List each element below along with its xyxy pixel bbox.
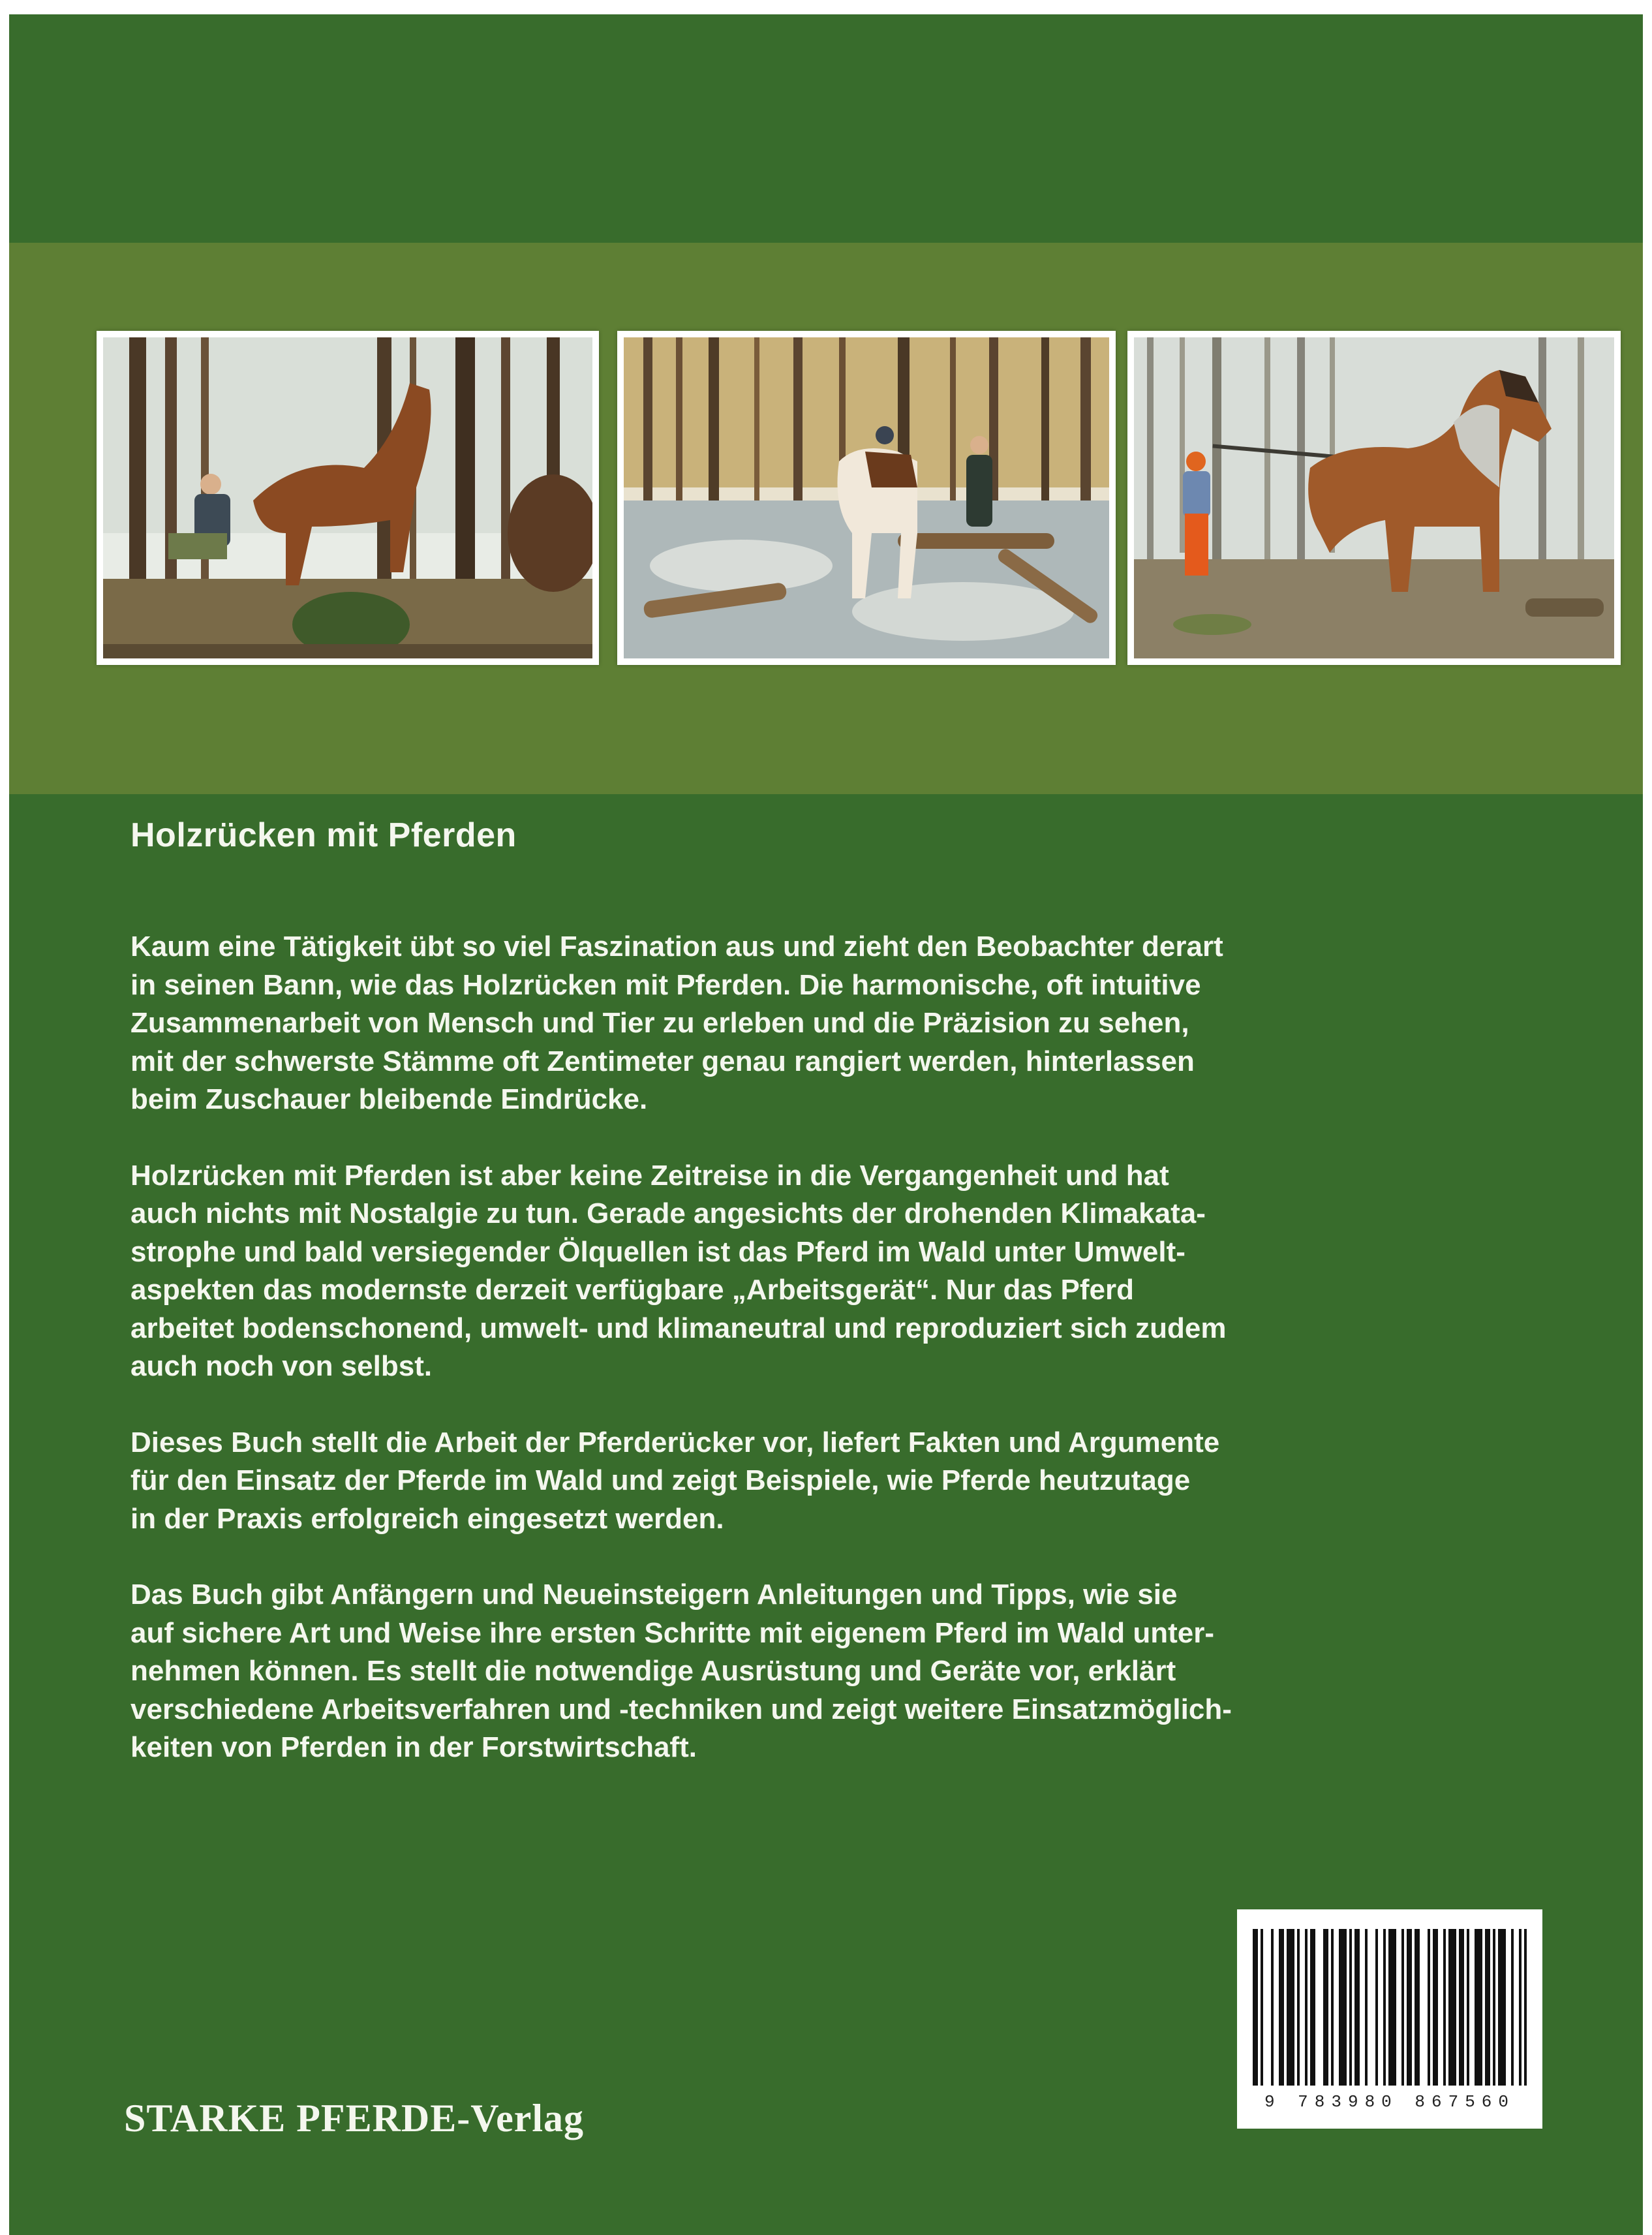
photo-horse-logging-1 — [97, 331, 599, 665]
back-cover — [9, 14, 1643, 2235]
barcode-bar — [1339, 1929, 1347, 2086]
text-line: aspekten das modernste derzeit verfügbare „Arbeitsgerät“. Nur das Pferd — [130, 1274, 1135, 1306]
text-line: Dieses Buch stellt die Arbeit der Pferderücker vor, liefert Fakten und Argumente — [130, 1426, 1220, 1458]
text-line: Das Buch gibt Anfängern und Neueinsteigern Anleitungen und Tipps, wie sie — [130, 1579, 1178, 1611]
barcode-bar — [1485, 1929, 1490, 2086]
barcode-bar — [1407, 1929, 1412, 2086]
text-line: auf sichere Art und Weise ihre ersten Schritte mit eigenem Pferd im Wald unter- — [130, 1616, 1214, 1649]
barcode-bar — [1253, 1929, 1258, 2086]
text-line: für den Einsatz der Pferde im Wald und zeigt Beispiele, wie Pferde heutzutage — [130, 1464, 1191, 1496]
barcode-bar — [1524, 1929, 1527, 2086]
blurb — [130, 928, 1409, 1805]
text-line: Kaum eine Tätigkeit übt so viel Faszination aus und zieht den Beobachter derart — [130, 931, 1223, 963]
text-line: verschiedene Arbeitsverfahren und -techniken und zeigt weitere Einsatzmöglich- — [130, 1693, 1232, 1725]
text-line: arbeitet bodenschonend, umwelt- und klimaneutral und reproduziert sich zudem — [130, 1312, 1227, 1344]
text-line: Holzrücken mit Pferden ist aber keine Zeitreise in die Vergangenheit und hat — [130, 1159, 1169, 1192]
text-line: mit der schwerste Stämme oft Zentimeter genau rangiert werden, hinterlassen — [130, 1045, 1195, 1077]
barcode-bar — [1287, 1929, 1294, 2086]
barcode-bar — [1519, 1929, 1522, 2086]
text-line: beim Zuschauer bleibende Eindrücke. — [130, 1083, 648, 1115]
text-line: Zusammenarbeit von Mensch und Tier zu erleben und die Präzision zu sehen, — [130, 1007, 1189, 1039]
isbn-barcode — [1237, 1909, 1542, 2129]
barcode-bar — [1349, 1929, 1352, 2086]
barcode-bar — [1375, 1929, 1378, 2086]
blurb-paragraph-1 — [130, 928, 1409, 1119]
text-line: keiten von Pferden in der Forstwirtschaft. — [130, 1731, 697, 1763]
barcode-bar — [1475, 1929, 1482, 2086]
book-title: Holzrücken mit Pferden — [130, 816, 517, 854]
blurb-paragraph-4 — [130, 1576, 1409, 1767]
barcode-bar — [1310, 1929, 1315, 2086]
barcode-bar — [1383, 1929, 1386, 2086]
barcode-bar — [1498, 1929, 1506, 2086]
publisher-name: STARKE PFERDE-Verlag — [124, 2097, 585, 2140]
barcode-bar — [1467, 1929, 1469, 2086]
barcode-bar — [1459, 1929, 1464, 2086]
text-line: auch noch von selbst. — [130, 1350, 433, 1382]
barcode-bar — [1365, 1929, 1368, 2086]
blurb-paragraph-3 — [130, 1424, 1409, 1539]
text-line: in der Praxis erfolgreich eingesetzt werden. — [130, 1502, 724, 1535]
barcode-bar — [1279, 1929, 1284, 2086]
barcode-bar — [1305, 1929, 1308, 2086]
barcode-bar — [1415, 1929, 1420, 2086]
blurb-paragraph-2 — [130, 1157, 1409, 1386]
barcode-bar — [1428, 1929, 1430, 2086]
photo-horse-logging-3 — [1127, 331, 1621, 665]
text-line: in seinen Bann, wie das Holzrücken mit Pferden. Die harmonische, oft intuitive — [130, 968, 1201, 1001]
barcode-bar — [1443, 1929, 1446, 2086]
barcode-bar — [1323, 1929, 1328, 2086]
barcode-bar — [1354, 1929, 1360, 2086]
text-line: auch nichts mit Nostalgie zu tun. Gerade angesichts der drohenden Klimakata- — [130, 1197, 1206, 1229]
barcode-bar — [1493, 1929, 1495, 2086]
barcode-bar — [1261, 1929, 1263, 2086]
barcode-bar — [1388, 1929, 1396, 2086]
barcode-bar — [1271, 1929, 1274, 2086]
barcode-bar — [1331, 1929, 1334, 2086]
text-line: strophe und bald versiegender Ölquellen ist das Pferd im Wald unter Umwelt- — [130, 1235, 1185, 1268]
barcode-bar — [1433, 1929, 1438, 2086]
barcode-bar — [1511, 1929, 1514, 2086]
barcode-bar — [1297, 1929, 1300, 2086]
text-line: nehmen können. Es stellt die notwendige Ausrüstung und Geräte vor, erklärt — [130, 1655, 1176, 1687]
barcode-bar — [1401, 1929, 1404, 2086]
photo-horse-logging-2 — [617, 331, 1116, 665]
barcode-bar — [1448, 1929, 1456, 2086]
barcode-digits: 9 783980 867560 — [1264, 2092, 1516, 2112]
